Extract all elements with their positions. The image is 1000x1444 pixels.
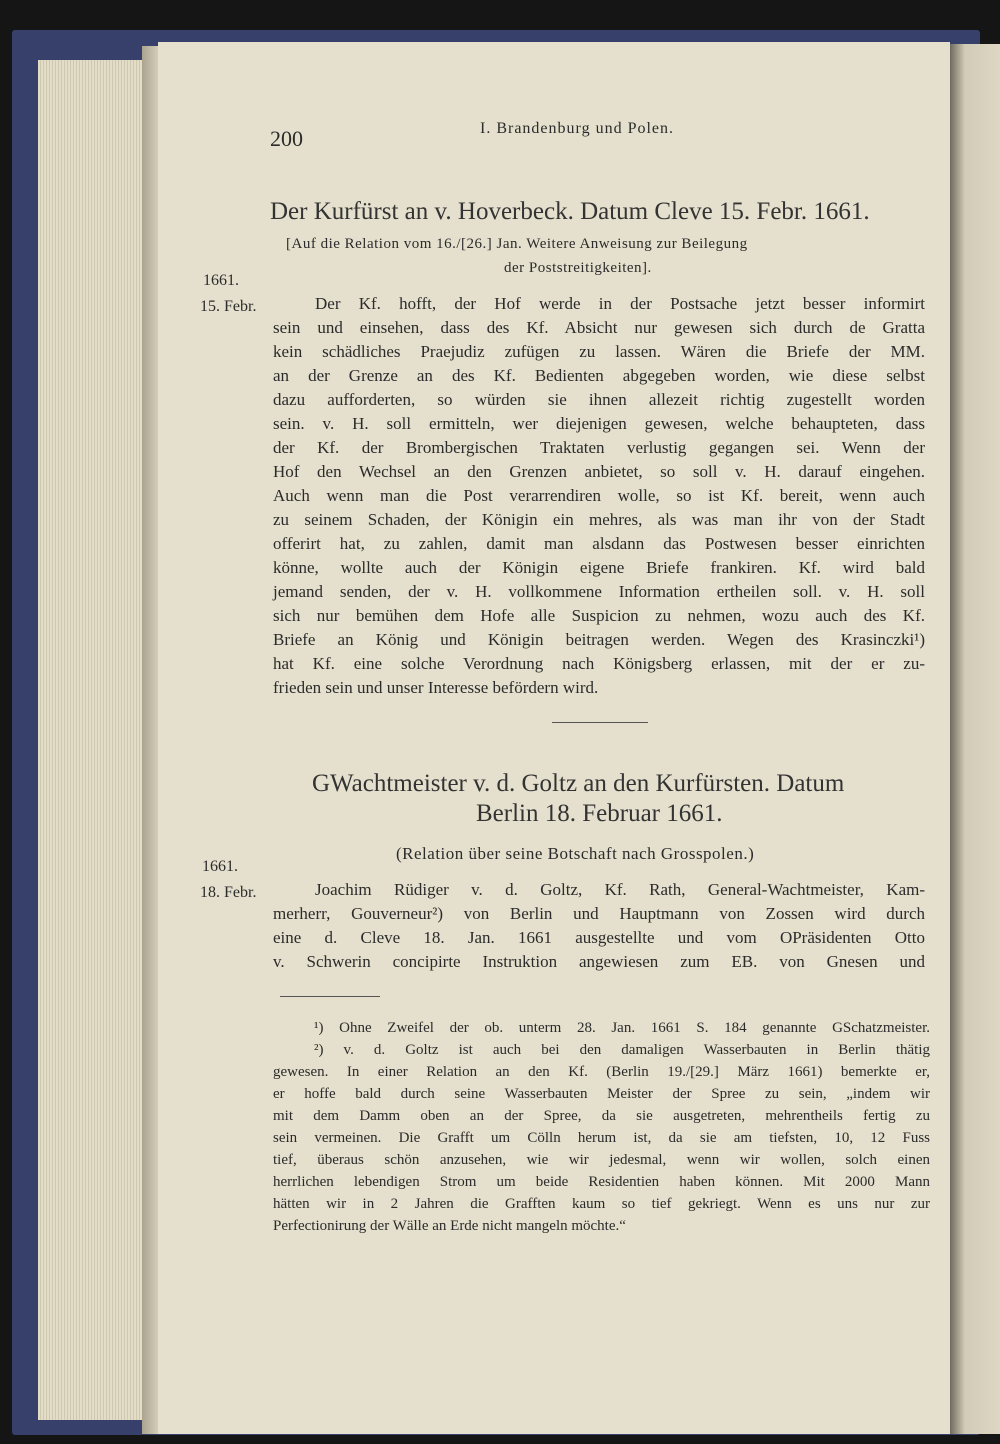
next-page-edge — [950, 44, 1000, 1434]
doc1-body-line: sein. v. H. soll ermitteln, wer diejenigen gewesen, welche behaupteten, dass — [273, 414, 925, 433]
doc1-subtitle-line: [Auf die Relation vom 16./[26.] Jan. Weitere Anweisung zur Beilegung — [286, 236, 748, 252]
footnote-line: ²) v. d. Goltz ist auch bei den damaligen Wasserbauten in Berlin thätig — [314, 1042, 930, 1058]
footnote-line: gewesen. In einer Relation an den Kf. (Berlin 19./[29.] März 1661) bemerkte er, — [273, 1064, 930, 1080]
doc2-subtitle: (Relation über seine Botschaft nach Grosspolen.) — [396, 844, 755, 863]
footnote-line: ¹) Ohne Zweifel der ob. unterm 28. Jan. 1661 S. 184 genannte GSchatzmeister. — [314, 1020, 930, 1036]
doc1-body-line: Auch wenn man die Post verarrendiren wolle, so ist Kf. bereit, wenn auch — [273, 486, 925, 505]
footnote-line: er hoffe bald durch seine Wasserbauten Meister der Spree zu sein, „indem wir — [273, 1086, 930, 1102]
doc1-body-line: an der Grenze an des Kf. Bedienten abgegeben worden, wie diese selbst — [273, 366, 925, 385]
doc2-body-line: eine d. Cleve 18. Jan. 1661 ausgestellte und vom OPräsidenten Otto — [273, 928, 925, 947]
doc2-body-line: merherr, Gouverneur²) von Berlin und Hauptmann von Zossen wird durch — [273, 904, 925, 923]
page-stack-edge — [38, 60, 144, 1420]
footnote-line: Perfectionirung der Wälle an Erde nicht mangeln möchte.“ — [273, 1218, 626, 1234]
doc1-body-line: dazu aufforderten, so würden sie ihnen allezeit richtig zugestellt worden — [273, 390, 925, 409]
doc2-margin-date: 18. Febr. — [200, 884, 257, 901]
page-number: 200 — [270, 126, 303, 151]
doc1-body-line: der Kf. der Brombergischen Traktaten verlustig gegangen sei. Wenn der — [273, 438, 925, 457]
doc2-title-line: Berlin 18. Februar 1661. — [476, 800, 723, 827]
doc1-subtitle-line: der Poststreitigkeiten]. — [504, 260, 652, 276]
footnote-line: hätten wir in 2 Jahren die Grafften kaum so tief gekriegt. Wenn es uns nur zur — [273, 1196, 930, 1212]
doc1-body-line: sein und einsehen, dass des Kf. Absicht nur gewesen sich durch de Gratta — [273, 318, 925, 337]
section-divider — [552, 722, 648, 723]
footnote-line: mit dem Damm oben an der Spree, da sie ausgetreten, mehrentheils fertig zu — [273, 1108, 930, 1124]
book-page — [158, 42, 950, 1434]
doc1-body-line: kein schädliches Praejudiz zufügen zu lassen. Wären die Briefe der MM. — [273, 342, 925, 361]
doc2-body-line: v. Schwerin concipirte Instruktion angewiesen zum EB. von Gnesen und — [273, 952, 925, 971]
footnote-line: tief, überaus schön anzusehen, wie wir jedesmal, wenn wir wollen, solch einen — [273, 1152, 930, 1168]
footnote-line: herrlichen lebendigen Strom um beide Residentien haben können. Mit 2000 Mann — [273, 1174, 930, 1190]
doc1-body-line: jemand senden, der v. H. vollkommene Information ertheilen soll. v. H. soll — [273, 582, 925, 601]
doc1-margin-year: 1661. — [203, 272, 239, 289]
footnote-line: sein vermeinen. Die Grafft um Cölln herum ist, da sie am tiefsten, 10, 12 Fuss — [273, 1130, 930, 1146]
doc2-body-line: Joachim Rüdiger v. d. Goltz, Kf. Rath, General-Wachtmeister, Kam- — [315, 880, 925, 899]
doc1-title: Der Kurfürst an v. Hoverbeck. Datum Cleve 15. Febr. 1661. — [270, 198, 870, 225]
doc1-body-line: frieden sein und unser Interesse befördern wird. — [273, 678, 599, 697]
doc1-body-line: offerirt hat, zu zahlen, damit man alsdann das Postwesen besser einrichten — [273, 534, 925, 553]
doc1-body-line: Hof den Wechsel an den Grenzen anbietet, so soll v. H. darauf eingehen. — [273, 462, 925, 481]
doc2-title-line: GWachtmeister v. d. Goltz an den Kurfürsten. Datum — [312, 770, 845, 797]
doc1-body-line: Briefe an König und Königin beitragen werden. Wegen des Krasinczki¹) — [273, 630, 925, 649]
running-title: I. Brandenburg und Polen. — [480, 120, 675, 137]
doc1-body-line: Der Kf. hofft, der Hof werde in der Postsache jetzt besser informirt — [315, 294, 925, 313]
doc1-body-line: zu seinem Schaden, der Königin ein mehres, als was man ihr von der Stadt — [273, 510, 925, 529]
doc2-margin-year: 1661. — [202, 858, 238, 875]
footnote-rule — [280, 996, 380, 997]
doc1-body-line: sich nur bemühen dem Hofe alle Suspicion zu nehmen, wozu auch des Kf. — [273, 606, 925, 625]
doc1-margin-date: 15. Febr. — [200, 298, 257, 315]
doc1-body-line: könne, wollte auch der Königin eigene Briefe frankiren. Kf. wird bald — [273, 558, 925, 577]
doc1-body-line: hat Kf. eine solche Verordnung nach Königsberg erlassen, mit der er zu- — [273, 654, 925, 673]
